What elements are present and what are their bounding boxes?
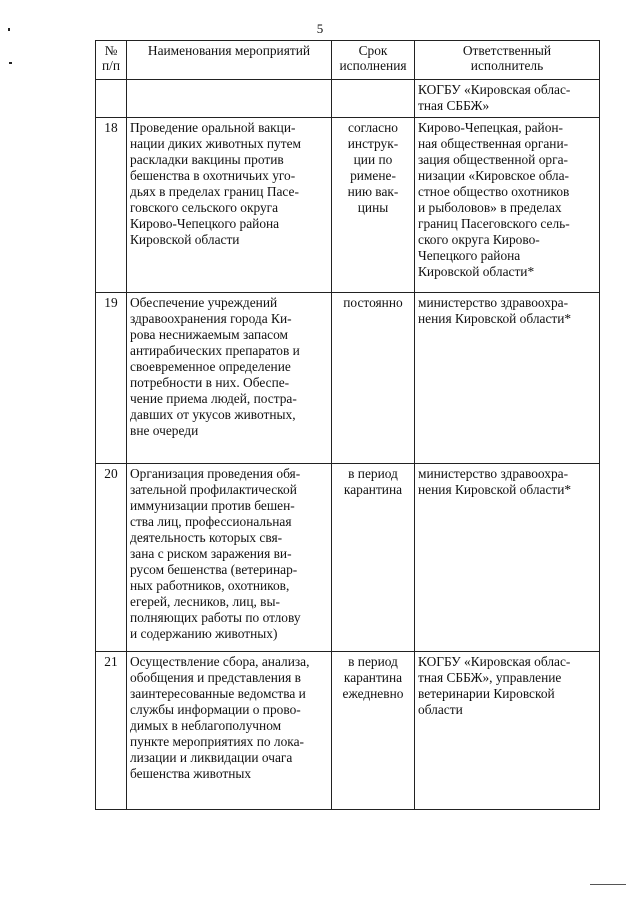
cell-number (96, 80, 127, 118)
cell-term: в период карантина ежедневно (332, 652, 415, 810)
cell-number: 18 (96, 118, 127, 293)
header-number: № п/п (96, 41, 127, 80)
cell-responsible: министерство здравоохра- нения Кировской области* (415, 464, 600, 652)
cell-responsible: Кирово-Чепецкая, район- ная общественная органи- зация общественной орга- низации «Кировское обла- стное общество охотников и рыболовов» в пределах границ Пасеговского сель- ского округа Кирово- Чепецкого района Кировской области* (415, 118, 600, 293)
header-activity: Наименования мероприятий (127, 41, 332, 80)
cell-responsible: КОГБУ «Кировская облас- тная СББЖ», управление ветеринарии Кировской области (415, 652, 600, 810)
header-term: Срок исполнения (332, 41, 415, 80)
cell-term: в период карантина (332, 464, 415, 652)
cell-activity: Организация проведения обя- зательной профилактической иммунизации против бешен- ства лиц, профессиональная деятельность которых свя- зана с риском заражения ви- русом бешенства (ветеринар- ных работников, охотников, егерей, лесников, лиц, вы- полняющих работы по отлову и содержанию животных) (127, 464, 332, 652)
table-row (96, 464, 600, 652)
cell-activity: Проведение оральной вакци- нации диких животных путем раскладки вакцины против бешенства в охотничьих уго- дьях в пределах границ Пасе- говского сельского округа Кирово-Чепецкого района Кировской области (127, 118, 332, 293)
cell-number: 19 (96, 293, 127, 464)
cell-number: 20 (96, 464, 127, 652)
table-row (96, 118, 600, 293)
cell-responsible: КОГБУ «Кировская облас- тная СББЖ» (415, 80, 600, 118)
footer-rule (590, 884, 626, 885)
table-row-continuation (96, 80, 600, 118)
table-row (96, 293, 600, 464)
cell-number: 21 (96, 652, 127, 810)
cell-activity: Осуществление сбора, анализа, обобщения и представления в заинтересованные ведомства и службы информации о прово- димых в неблагополучном пункте мероприятиях по лока- лизации и ликвидации очага бешенства животных (127, 652, 332, 810)
cell-term: согласно инструк- ции по римене- нию вак- цины (332, 118, 415, 293)
cell-responsible: министерство здравоохра- нения Кировской области* (415, 293, 600, 464)
cell-term: постоянно (332, 293, 415, 464)
page-number: 5 (316, 21, 324, 36)
table-header-row (96, 41, 600, 80)
table-row (96, 652, 600, 810)
cell-term (332, 80, 415, 118)
margin-mark-lower (9, 62, 12, 64)
cell-activity: Обеспечение учреждений здравоохранения города Ки- рова неснижаемым запасом антирабических препаратов и своевременное определение потребности в них. Обеспе- чение приема людей, постра- давших от укусов животных, вне очереди (127, 293, 332, 464)
cell-activity (127, 80, 332, 118)
header-responsible: Ответственный исполнитель (415, 41, 600, 80)
measures-table (95, 40, 600, 810)
margin-mark-top (8, 28, 10, 31)
